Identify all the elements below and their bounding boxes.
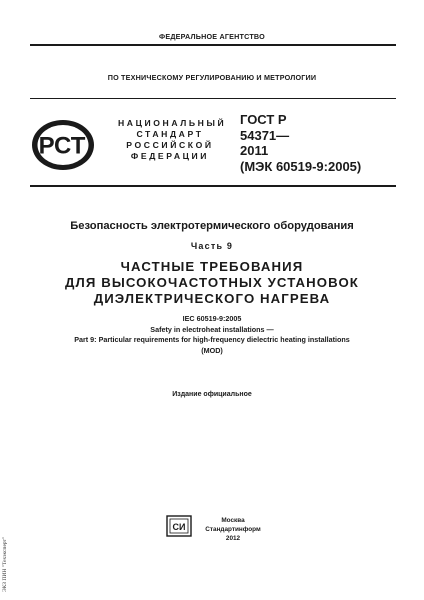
specific-title [0, 259, 424, 307]
label-line-2: СТАНДАРТ [136, 129, 204, 139]
national-standard-label [118, 118, 227, 162]
standartinform-logo-text: СИ [172, 522, 186, 532]
publisher-info [198, 516, 268, 543]
gost-line-1: ГОСТ Р [240, 112, 287, 127]
english-reference [0, 314, 424, 356]
specific-title-line-1: ЧАСТНЫЕ ТРЕБОВАНИЯ [120, 259, 304, 274]
english-part-title: Part 9: Particular requirements for high-frequency dielectric heating installations [74, 335, 350, 344]
rst-logo-text: РСТ [38, 132, 86, 160]
document-title: Безопасность электротермического оборудования [70, 220, 354, 232]
label-line-3: РОССИЙСКОЙ [126, 140, 214, 150]
rst-logo [30, 118, 96, 172]
gost-line-3: 2011 [240, 143, 269, 158]
gost-designation [240, 112, 400, 174]
agency-name-line2: ПО ТЕХНИЧЕСКОМУ РЕГУЛИРОВАНИЮ И МЕТРОЛОГИИ [107, 73, 317, 82]
iec-designation: IEC 60519-9:2005 [182, 314, 242, 323]
label-line-1: НАЦИОНАЛЬНЫЙ [118, 118, 227, 128]
edition-note: Издание официальное [172, 391, 252, 398]
agency-name-line1: ФЕДЕРАЛЬНОЕ АГЕНТСТВО [159, 32, 265, 41]
publisher-name: Стандартинформ [205, 526, 261, 533]
standartinform-logo [166, 515, 192, 537]
gost-line-4: (МЭК 60519-9:2005) [240, 158, 362, 174]
specific-title-line-2: ДЛЯ ВЫСОКОЧАСТОТНЫХ УСТАНОВОК [65, 275, 359, 290]
standard-block-rule [30, 185, 396, 187]
header-bottom-rule [30, 98, 396, 99]
publication-year: 2012 [225, 535, 241, 542]
side-margin-note: ЭКЗ ПИН "Техэксперт" [2, 536, 8, 592]
mod-note: (MOD) [201, 345, 223, 355]
label-line-4: ФЕДЕРАЦИИ [130, 151, 210, 161]
gost-line-2: 54371— [240, 127, 290, 143]
english-title: Safety in electroheat installations — [150, 324, 274, 334]
part-number: Часть 9 [190, 241, 234, 251]
specific-title-line-3: ДИЭЛЕКТРИЧЕСКОГО НАГРЕВА [93, 291, 331, 306]
header-top-rule [30, 44, 396, 46]
publisher-city: Москва [221, 517, 245, 524]
